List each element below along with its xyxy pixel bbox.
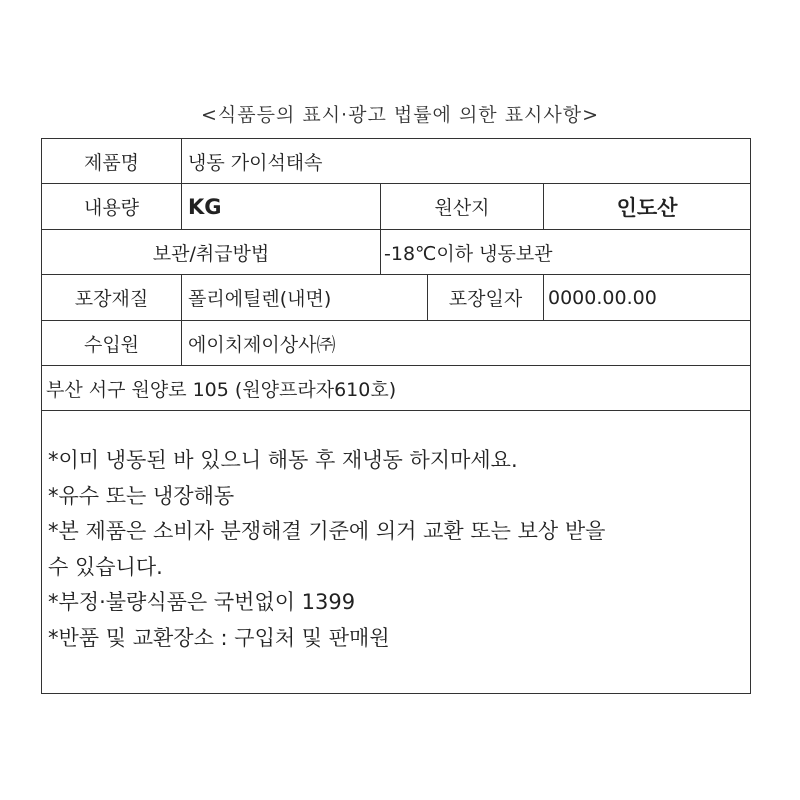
note-line: *유수 또는 냉장해동 — [48, 483, 235, 508]
address-value: 부산 서구 원양로 105 (원양프라자610호) — [41, 365, 751, 411]
product-name-label: 제품명 — [41, 138, 182, 184]
origin-value: 인도산 — [543, 183, 751, 230]
storage-label: 보관/취급방법 — [41, 229, 381, 275]
packaging-label: 포장재질 — [41, 274, 182, 321]
note-line: *이미 냉동된 바 있으니 해동 후 재냉동 하지마세요. — [48, 448, 518, 472]
storage-value: -18℃이하 냉동보관 — [380, 229, 751, 275]
importer-label: 수입원 — [41, 320, 182, 366]
label-title: <식품등의 표시·광고 법률에 의한 표시사항> — [200, 104, 600, 126]
note-line: *본 제품은 소비자 분쟁해결 기준에 의거 교환 또는 보상 받을 — [48, 519, 606, 543]
note-line: *부정·불량식품은 국번없이 1399 — [48, 590, 356, 614]
packaging-date-label: 포장일자 — [427, 274, 544, 321]
origin-label: 원산지 — [380, 183, 544, 230]
note-line: *반품 및 교환장소 : 구입처 및 판매원 — [48, 625, 390, 650]
product-name-value: 냉동 가이석태속 — [181, 138, 751, 184]
packaging-value: 폴리에틸렌(내면) — [181, 274, 428, 321]
notes-box — [41, 410, 751, 694]
packaging-date-value: 0000.00.00 — [543, 274, 751, 321]
importer-value: 에이치제이상사㈜ — [181, 320, 751, 366]
content-value: KG — [181, 183, 381, 230]
note-line: 수 있습니다. — [48, 554, 163, 579]
content-label: 내용량 — [41, 183, 182, 230]
